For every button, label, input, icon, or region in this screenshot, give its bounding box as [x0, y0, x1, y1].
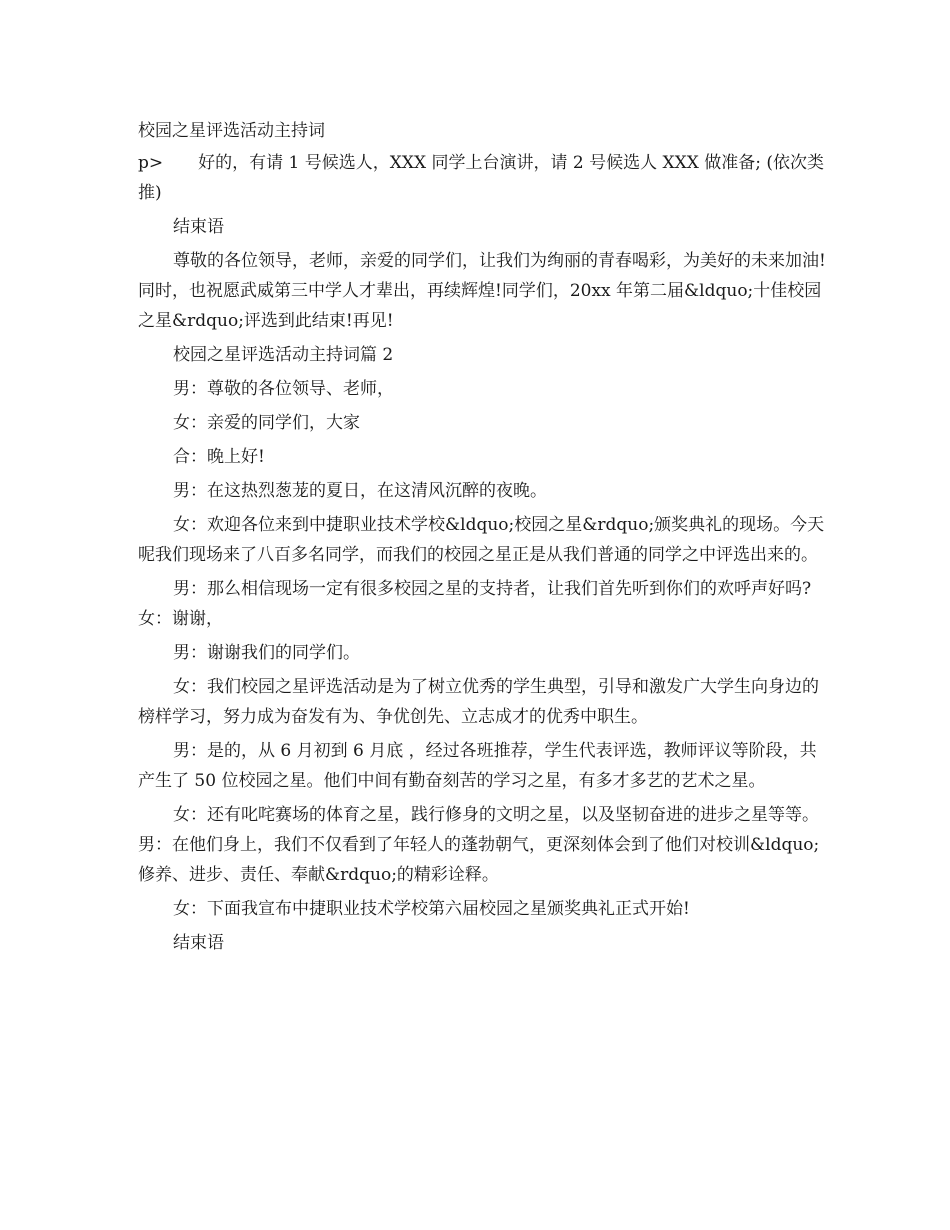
paragraph-6: 女：亲爱的同学们，大家	[173, 413, 360, 433]
paragraph-5: 男：尊敬的各位领导、老师，	[173, 379, 394, 399]
paragraph-10: 男：那么相信现场一定有很多校园之星的支持者，让我们首先听到你们的欢呼声好吗? 女：谢谢，	[138, 579, 812, 629]
paragraph-12: 女：我们校园之星评选活动是为了树立优秀的学生典型，引导和激发广大学生向身边的榜样学习，努力成为奋发有为、争优创先、立志成才的优秀中职生。	[138, 677, 819, 727]
paragraph-8: 男：在这热烈葱茏的夏日，在这清风沉醉的夜晚。	[173, 481, 547, 501]
paragraph-7: 合：晚上好!	[173, 447, 265, 467]
paragraph-2: 结束语	[173, 217, 224, 237]
paragraph-14: 女：还有叱咤赛场的体育之星，践行修身的文明之星，以及坚韧奋进的进步之星等等。 男：在他们身上，我们不仅看到了年轻人的蓬勃朝气，更深刻体会到了他们对校训&ldquo;修养、进步、责任、奉献&rdquo;的精彩诠释。	[138, 805, 820, 885]
paragraph-4: 校园之星评选活动主持词篇 2	[173, 345, 394, 365]
document-body	[138, 116, 828, 962]
paragraph-3: 尊敬的各位领导，老师，亲爱的同学们，让我们为绚丽的青春喝彩，为美好的未来加油!同时，也祝愿武威第三中学人才辈出，再续辉煌!同学们，20xx 年第二届&ldquo;十佳校园之星&rdquo;评选到此结束!再见!	[138, 251, 826, 331]
paragraph-15: 女：下面我宣布中捷职业技术学校第六届校园之星颁奖典礼正式开始!	[173, 899, 690, 919]
paragraph-11: 男：谢谢我们的同学们。	[173, 643, 360, 663]
document-title: 校园之星评选活动主持词	[138, 121, 325, 141]
paragraph-text: 好的，有请 1 号候选人，XXX 同学上台演讲，请 2 号候选人 XXX 做准备; (依次类推)	[138, 153, 824, 203]
paragraph-prefix: p>	[138, 153, 164, 173]
paragraph-9: 女：欢迎各位来到中捷职业技术学校&ldquo;校园之星&rdquo;颁奖典礼的现场。今天呢我们现场来了八百多名同学，而我们的校园之星正是从我们普通的同学之中评选出来的。	[138, 515, 825, 565]
paragraph-16: 结束语	[173, 933, 224, 953]
paragraph-13: 男：是的，从 6 月初到 6 月底 ，经过各班推荐，学生代表评选，教师评议等阶段，共产生了 50 位校园之星。他们中间有勤奋刻苦的学习之星，有多才多艺的艺术之星。	[138, 741, 817, 791]
paragraph-1	[138, 148, 828, 208]
